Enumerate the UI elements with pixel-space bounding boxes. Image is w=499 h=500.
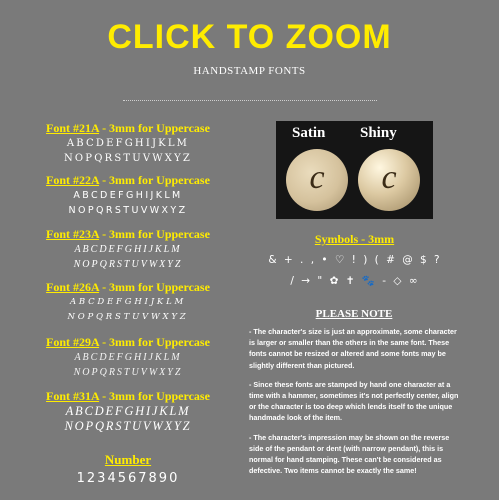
font-desc: - 3mm for Uppercase: [99, 335, 210, 349]
font-row-upper: ABCDEFGHIJKLM: [65, 404, 191, 418]
font-desc: - 3mm for Uppercase: [99, 280, 210, 294]
disc-letter: c: [309, 159, 325, 196]
disc-letter: c: [381, 159, 397, 196]
font-heading: [38, 173, 218, 188]
shiny-label: Shiny: [360, 125, 397, 141]
font-row-upper: ABCDEFGHIJKLM: [73, 190, 183, 201]
font-sample-23a: [38, 227, 218, 272]
symbols-heading: Symbols - 3mm: [314, 232, 395, 246]
page-subtitle: HANDSTAMP FONTS: [193, 65, 306, 77]
satin-disc: [286, 149, 348, 211]
font-row-upper: ABCDEFGHIJKLM: [69, 297, 187, 307]
font-row-lower: NOPQRSTUVWXYZ: [73, 367, 183, 378]
font-sample-22a: [38, 173, 218, 218]
satin-label: Satin: [292, 125, 326, 141]
font-desc: - 3mm for Uppercase: [99, 173, 210, 187]
font-code: Font #31A: [46, 389, 100, 403]
shiny-disc: [358, 149, 420, 211]
page-title[interactable]: CLICK TO ZOOM: [107, 18, 392, 56]
font-row-lower: NOPQRSTUVWXYZ: [68, 205, 188, 216]
font-row-lower: NOPQRSTUVWXYZ: [67, 312, 189, 322]
number-heading: Number: [104, 452, 152, 467]
font-code: Font #22A: [46, 173, 100, 187]
number-digits: 1234567890: [76, 471, 180, 486]
note-body: [249, 326, 461, 484]
font-sample-31a: [38, 389, 218, 434]
finish-photo: [276, 121, 433, 219]
font-desc: - 3mm for Uppercase: [99, 389, 210, 403]
note-heading: PLEASE NOTE: [315, 308, 393, 320]
font-code: Font #23A: [46, 227, 100, 241]
font-row-lower: NOPQRSTUVWXYZ: [64, 419, 192, 433]
font-row-lower: NOPQRSTUVWXYZ: [73, 259, 183, 270]
symbols-row-1: & + . , • ♡ ! ) ( # @ $ ?: [268, 254, 442, 266]
font-desc: - 3mm for Uppercase: [99, 121, 210, 135]
note-paragraph: - Since these fonts are stamped by hand one character at a time with a hammer, sometimes it's not perfectly center, align or the character is too deep which lends itself to the unique handmade look of the item.: [249, 379, 459, 423]
font-desc: - 3mm for Uppercase: [99, 227, 210, 241]
font-heading: [38, 280, 218, 295]
font-row-upper: ABCDEFGHIJKLM: [74, 244, 182, 255]
font-code: Font #21A: [46, 121, 100, 135]
font-sample-21a: [38, 121, 218, 166]
font-heading: [38, 335, 218, 350]
font-code: Font #26A: [46, 280, 100, 294]
note-paragraph: - The character's size is just an approximate, some character is larger or smaller than the others in the same font. These fonts cannot be resized or altered and some fonts may be slightly different than pictured.: [249, 327, 457, 370]
font-heading: [38, 389, 218, 404]
font-code: Font #29A: [46, 335, 100, 349]
number-sample: [38, 452, 218, 486]
note-paragraph: - The character's impression may be shown on the reverse side of the pendant or dent (with narrow pendant), this is normal for hand stamping. These can't be considered as defective. Two items cannot be exactly the same!: [249, 432, 450, 476]
font-sample-26a: [38, 280, 218, 325]
font-row-upper: ABCDEFGHIJKLM: [66, 138, 190, 149]
header-divider: [123, 100, 377, 101]
font-heading: [38, 227, 218, 242]
symbols-row-2: / → " ✿ ✝ 🐾 - ◇ ∞: [290, 275, 420, 287]
font-row-upper: ABCDEFGHIJKLM: [74, 352, 182, 363]
font-heading: [38, 121, 218, 136]
font-row-lower: NOPQRSTUVWXYZ: [63, 153, 193, 164]
font-sample-29a: [38, 335, 218, 380]
